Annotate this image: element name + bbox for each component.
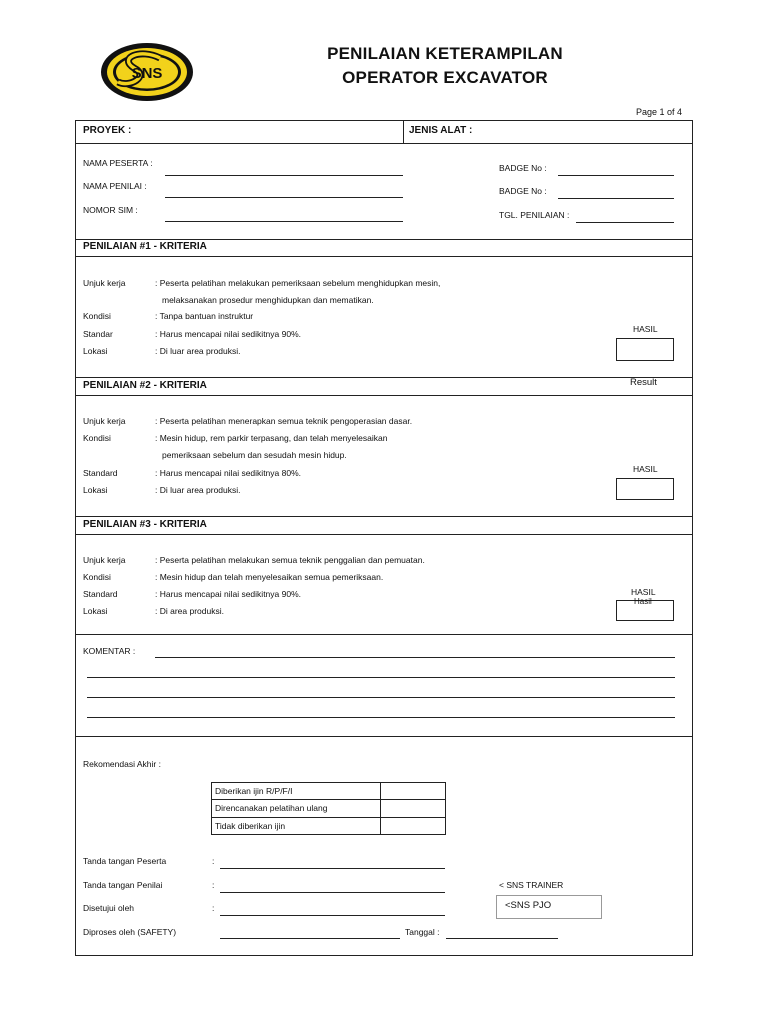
rekomendasi-label: Rekomendasi Akhir : [83, 759, 161, 769]
a1-unjuk-text: : Peserta pelatihan melakukan pemeriksaan sebelum menghidupkan mesin, [155, 278, 441, 288]
a2-standar-label: Standard [83, 468, 118, 478]
tgl-penilaian-field[interactable] [576, 222, 674, 223]
diproses-label: Diproses oleh (SAFETY) [83, 927, 177, 937]
ttd-penilai-label: Tanda tangan Penilai [83, 880, 163, 890]
disetujui-field[interactable] [220, 915, 445, 916]
svg-text:SNS: SNS [131, 65, 163, 82]
assessment1-title: PENILAIAN #1 - KRITERIA [83, 241, 207, 252]
ttd-penilai-colon: : [212, 880, 215, 890]
a1-hasil-box[interactable] [616, 338, 674, 361]
komentar-line-4[interactable] [87, 717, 675, 718]
assessment3-title: PENILAIAN #3 - KRITERIA [83, 519, 207, 530]
rekomendasi-row-1: Diberikan ijin R/P/F/I [215, 786, 293, 796]
ttd-peserta-field[interactable] [220, 868, 445, 869]
assessment2-title: PENILAIAN #2 - KRITERIA [83, 380, 207, 391]
rekomendasi-check-2[interactable] [381, 800, 445, 817]
komentar-label: KOMENTAR : [83, 646, 136, 656]
a1-lokasi-text: : Di luar area produksi. [155, 346, 241, 356]
badge-no-field-2[interactable] [558, 198, 674, 199]
form-title-line1: PENILAIAN KETERAMPILAN [327, 44, 563, 63]
sns-trainer-label: < SNS TRAINER [499, 880, 564, 890]
badge-no-field-1[interactable] [558, 175, 674, 176]
a3-unjuk-label: Unjuk kerja [83, 555, 126, 565]
tgl-penilaian-label: TGL. PENILAIAN : [499, 210, 570, 220]
nama-penilai-field[interactable] [165, 197, 403, 198]
tanggal-label: Tanggal : [405, 927, 440, 937]
diproses-field[interactable] [220, 938, 400, 939]
a2-standar-text: : Harus mencapai nilai sedikitnya 80%. [155, 468, 301, 478]
sns-pjo-label: <SNS PJO [505, 900, 552, 911]
a2-result-label: Result [630, 377, 657, 388]
rekomendasi-check-1[interactable] [381, 783, 445, 799]
komentar-line-3[interactable] [87, 697, 675, 698]
komentar-line-2[interactable] [87, 677, 675, 678]
a3-kondisi-text: : Mesin hidup dan telah menyelesaikan semua pemeriksaan. [155, 572, 384, 582]
nama-penilai-label: NAMA PENILAI : [83, 181, 147, 191]
nomor-sim-field[interactable] [165, 221, 403, 222]
rekomendasi-row-3: Tidak diberikan ijin [215, 821, 286, 831]
a1-lokasi-label: Lokasi [83, 346, 108, 356]
form-title-line2: OPERATOR EXCAVATOR [342, 68, 548, 87]
a3-standar-label: Standard [83, 589, 118, 599]
a1-standar-text: : Harus mencapai nilai sedikitnya 90%. [155, 329, 301, 339]
a2-hasil-box[interactable] [616, 478, 674, 500]
nama-peserta-field[interactable] [165, 175, 403, 176]
a1-unjuk-label: Unjuk kerja [83, 278, 126, 288]
a1-kondisi-text: : Tanpa bantuan instruktur [155, 311, 254, 321]
a3-lokasi-text: : Di area produksi. [155, 606, 224, 616]
a3-kondisi-label: Kondisi [83, 572, 111, 582]
logo-emblem-icon [100, 42, 194, 102]
a1-kondisi-label: Kondisi [83, 311, 111, 321]
badge-no-label-2: BADGE No : [499, 186, 547, 196]
nama-peserta-label: NAMA PESERTA : [83, 158, 153, 168]
page-number: Page 1 of 4 [636, 107, 683, 117]
ttd-peserta-colon: : [212, 856, 215, 866]
a3-standar-text: : Harus mencapai nilai sedikitnya 90%. [155, 589, 301, 599]
disetujui-colon: : [212, 903, 215, 913]
ttd-penilai-field[interactable] [220, 892, 445, 893]
komentar-line-1[interactable] [155, 657, 675, 658]
a2-unjuk-label: Unjuk kerja [83, 416, 126, 426]
a2-lokasi-label: Lokasi [83, 485, 108, 495]
ttd-peserta-label: Tanda tangan Peserta [83, 856, 167, 866]
a2-kondisi-label: Kondisi [83, 433, 111, 443]
a3-hasil-label: HASIL [631, 587, 656, 597]
proyek-label: PROYEK : [83, 125, 132, 136]
company-logo [100, 42, 194, 102]
badge-no-label-1: BADGE No : [499, 163, 547, 173]
a3-hasil-small: Hasil [634, 597, 652, 606]
disetujui-label: Disetujui oleh [83, 903, 135, 913]
a2-kondisi-text-2: pemeriksaan sebelum dan sesudah mesin hidup. [162, 450, 347, 460]
a2-hasil-label: HASIL [633, 464, 658, 474]
a3-unjuk-text: : Peserta pelatihan melakukan semua teknik penggalian dan pemuatan. [155, 555, 425, 565]
a3-lokasi-label: Lokasi [83, 606, 108, 616]
nomor-sim-label: NOMOR SIM : [83, 205, 138, 215]
a1-hasil-label: HASIL [633, 324, 658, 334]
a2-lokasi-text: : Di luar area produksi. [155, 485, 241, 495]
a1-unjuk-text-2: melaksanakan prosedur menghidupkan dan mematikan. [162, 295, 374, 305]
a1-standar-label: Standar [83, 329, 113, 339]
tanggal-field[interactable] [446, 938, 558, 939]
jenis-alat-label: JENIS ALAT : [409, 125, 473, 136]
rekomendasi-check-3[interactable] [381, 818, 445, 834]
rekomendasi-row-2: Direncanakan pelatihan ulang [215, 803, 328, 813]
a2-unjuk-text: : Peserta pelatihan menerapkan semua teknik pengoperasian dasar. [155, 416, 413, 426]
a2-kondisi-text: : Mesin hidup, rem parkir terpasang, dan telah menyelesaikan [155, 433, 388, 443]
